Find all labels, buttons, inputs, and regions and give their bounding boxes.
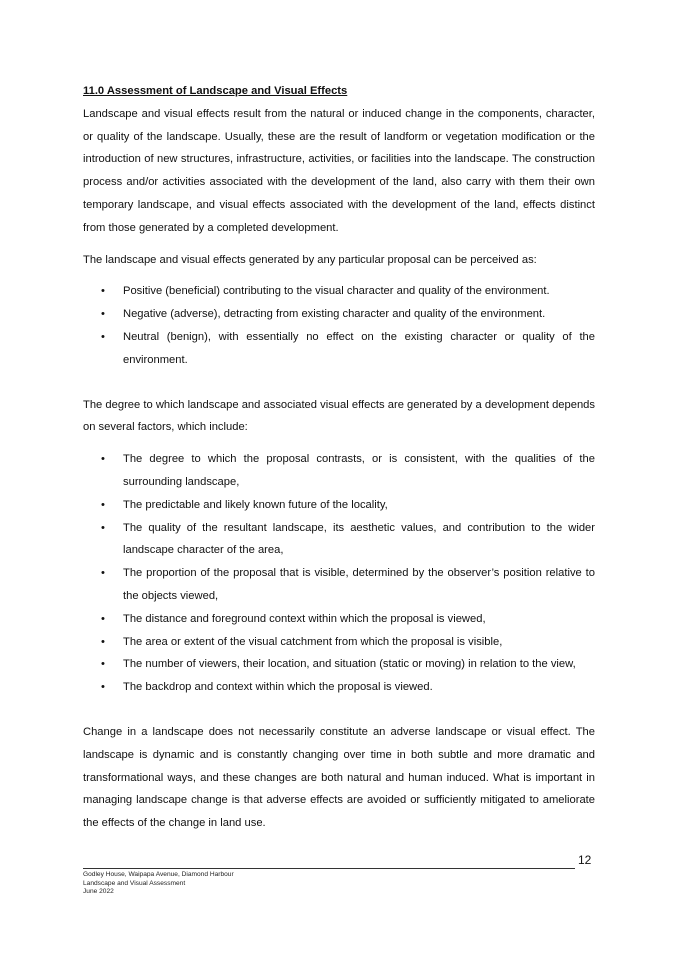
perception-list (83, 280, 595, 371)
list-item-text: The area or extent of the visual catchment from which the proposal is visible, (123, 635, 503, 648)
bullet-icon: • (101, 330, 105, 343)
list-item (83, 562, 595, 608)
bullet-icon: • (101, 681, 105, 694)
bullet-icon: • (101, 635, 105, 648)
spacer (83, 372, 595, 394)
footer-report-title: Landscape and Visual Assessment (83, 879, 186, 887)
bullet-icon: • (101, 521, 105, 534)
list-item-text: Neutral (benign), with essentially no effect on the existing character or quality of the environment. (123, 330, 595, 366)
list-item-text: Positive (beneficial) contributing to the visual character and quality of the environment. (123, 285, 550, 298)
intro-paragraph: Landscape and visual effects result from the natural or induced change in the components, character, or quality of the landscape. Usually, these are the result of landform or vegetation modification or the introduction of new structures, infrastructure, activities, or facilities into the landscape. The construction process and/or activities associated with the development of the land, also carry with them their own temporary landscape, and visual effects associated with the development of the land, effects distinct from those generated by a completed development. (83, 107, 595, 234)
list-item (83, 608, 595, 631)
factors-intro: The degree to which landscape and associated visual effects are generated by a development depends on several factors, which include: (83, 398, 595, 434)
bullet-icon: • (101, 308, 105, 321)
bullet-icon: • (101, 658, 105, 671)
list-item (83, 326, 595, 372)
page-number: 12 (578, 853, 592, 867)
perception-intro: The landscape and visual effects generated by any particular proposal can be perceived as: (83, 253, 537, 266)
list-item-text: The quality of the resultant landscape, its aesthetic values, and contribution to the wider landscape character of the area, (123, 521, 595, 557)
spacer (83, 439, 595, 448)
closing-paragraph: Change in a landscape does not necessarily constitute an adverse landscape or visual effect. The landscape is dynamic and is constantly changing over time in both subtle and more dramatic and transformational ways, and these changes are both natural and human induced. What is important in managing landscape change is that adverse effects are avoided or sufficiently mitigated to ameliorate the effects of the change in land use. (83, 725, 595, 830)
footer (83, 871, 234, 897)
list-item-text: The degree to which the proposal contrasts, or is consistent, with the qualities of the surrounding landscape, (123, 453, 595, 488)
list-item-text: The predictable and likely known future of the locality, (123, 498, 388, 511)
list-item (83, 303, 595, 326)
bullet-icon: • (101, 285, 105, 298)
section-heading: 11.0 Assessment of Landscape and Visual Effects (83, 85, 348, 97)
footer-divider (83, 868, 575, 869)
list-item-text: The number of viewers, their location, and situation (static or moving) in relation to the view, (123, 658, 576, 671)
page-content (83, 80, 595, 835)
bullet-icon: • (101, 453, 105, 466)
list-item-text: The proportion of the proposal that is visible, determined by the observer’s position relative to the objects viewed, (123, 567, 595, 602)
footer-date: June 2022 (83, 888, 114, 896)
list-item (83, 280, 595, 303)
factors-list (83, 448, 595, 699)
spacer (83, 240, 595, 249)
list-item (83, 653, 595, 676)
list-item-text: The backdrop and context within which the proposal is viewed. (123, 681, 433, 694)
list-item (83, 517, 595, 563)
list-item (83, 494, 595, 517)
bullet-icon: • (101, 498, 105, 511)
list-item-text: Negative (adverse), detracting from existing character and quality of the environment. (123, 308, 546, 321)
list-item (83, 448, 595, 494)
footer-project-name: Godley House, Waipapa Avenue, Diamond Harbour (83, 871, 234, 878)
list-item (83, 676, 595, 699)
bullet-icon: • (101, 612, 105, 625)
spacer (83, 271, 595, 280)
bullet-icon: • (101, 567, 105, 580)
list-item-text: The distance and foreground context within which the proposal is viewed, (123, 612, 486, 625)
spacer (83, 699, 595, 721)
list-item (83, 631, 595, 654)
